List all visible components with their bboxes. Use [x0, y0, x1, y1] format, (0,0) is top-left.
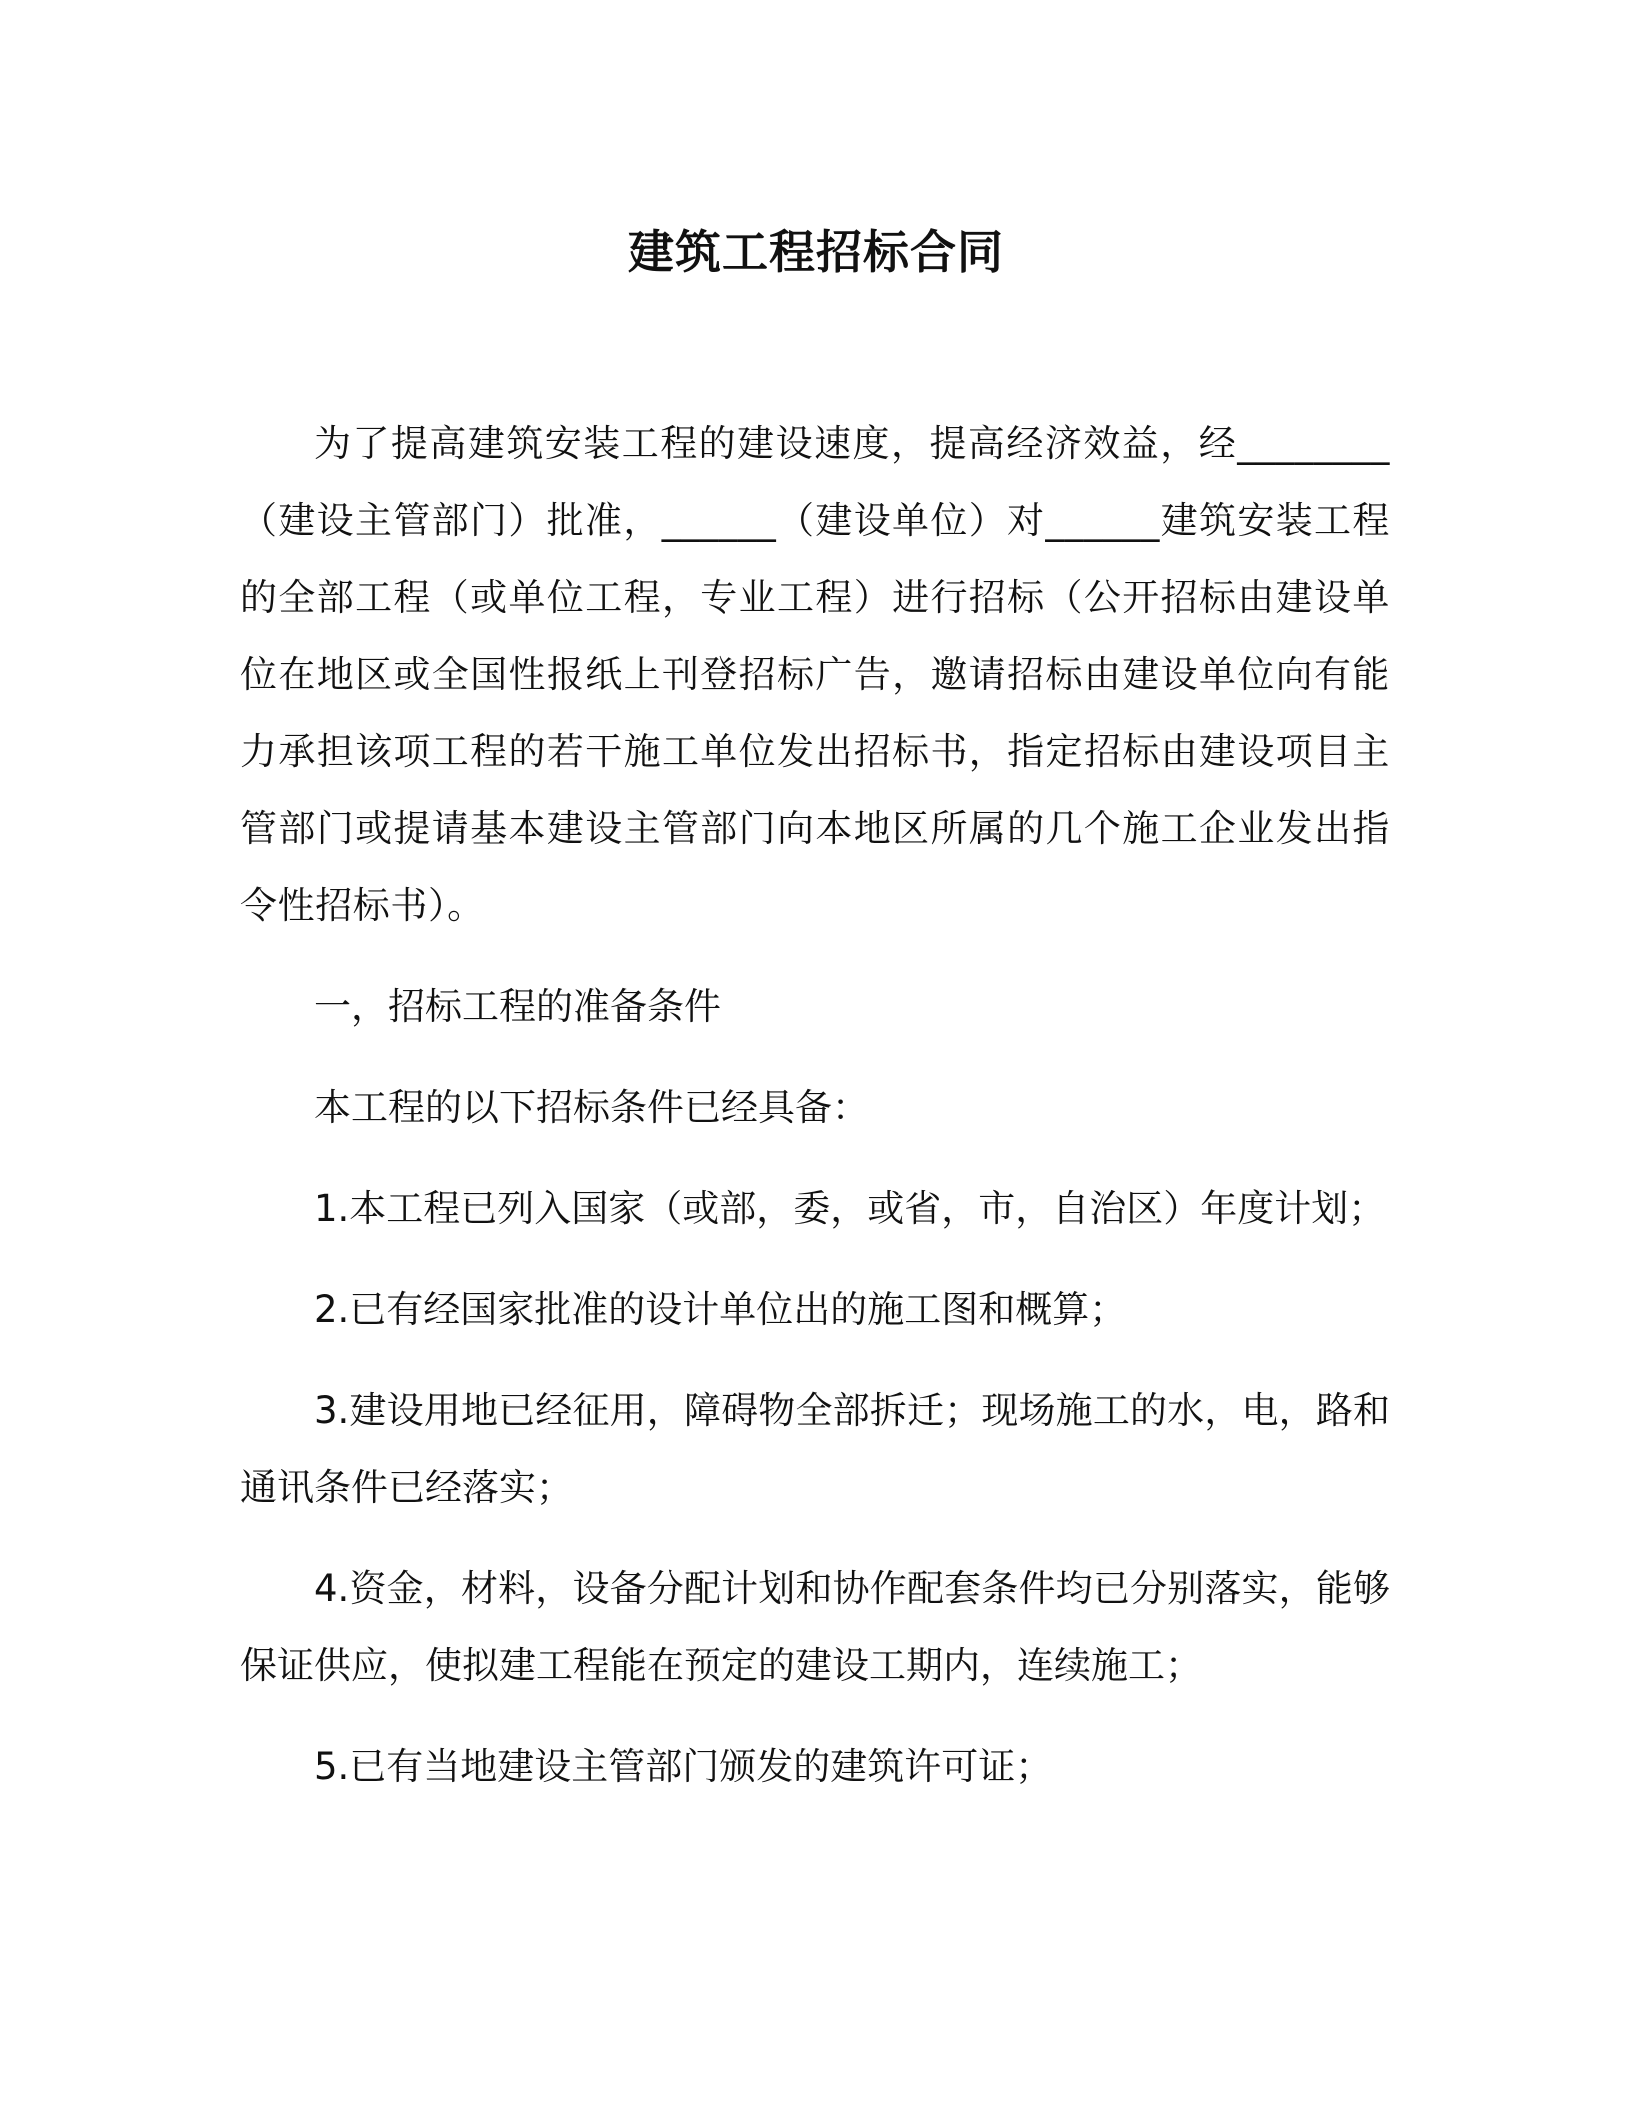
- document-title: 建筑工程招标合同: [628, 225, 1004, 279]
- condition-item-3: 3.建设用地已经征用，障碍物全部拆迁；现场施工的水，电，路和通讯条件已经落实；: [240, 1389, 1390, 1509]
- document-body: [240, 405, 1390, 1805]
- condition-item-2: 2.已有经国家批准的设计单位出的施工图和概算；: [314, 1288, 1127, 1331]
- condition-item-4: 4.资金，材料，设备分配计划和协作配套条件均已分别落实，能够保证供应，使拟建工程能在预定的建设工期内，连续施工；: [240, 1567, 1390, 1687]
- intro-paragraph: 为了提高建筑安装工程的建设速度，提高经济效益，经________（建设主管部门）批准，______（建设单位）对______建筑安装工程的全部工程（或单位工程，专业工程）进行招标（公开招标由建设单位在地区或全国性报纸上刊登招标广告，邀请招标由建设单位向有能力承担该项工程的若干施工单位发出招标书，指定招标由建设项目主管部门或提请基本建设主管部门向本地区所属的几个施工企业发出指令性招标书）。: [240, 422, 1390, 927]
- condition-item-1: 1.本工程已列入国家（或部，委，或省，市，自治区）年度计划；: [314, 1187, 1386, 1230]
- section-heading: 一，招标工程的准备条件: [314, 985, 721, 1028]
- condition-item-5: 5.已有当地建设主管部门颁发的建筑许可证；: [314, 1745, 1053, 1788]
- conditions-lead: 本工程的以下招标条件已经具备：: [314, 1086, 869, 1129]
